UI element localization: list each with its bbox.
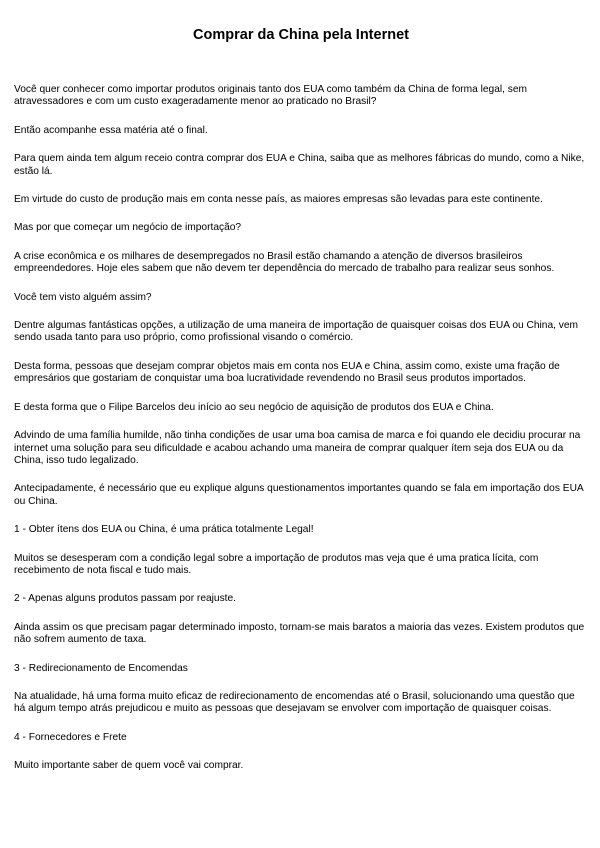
section-heading-legal: 1 - Obter ítens dos EUA ou China, é uma prática totalmente Legal! — [14, 524, 314, 536]
paragraph-humble-family: Advindo de uma família humilde, não tinha condições de usar uma boa camisa de marca e foi quando ele decidiu procurar na internet uma solução para seu dificuldade e acabou achando uma maneira de comprar qualquer ítem seja dos EUA ou da China, isso tudo legalizado. — [14, 430, 581, 466]
paragraph-options: Dentre algumas fantásticas opções, a utilização de uma maneira de importação de quaisquer coisas dos EUA ou China, vem sendo usada tanto para uso próprio, como profissional visando o comércio. — [14, 320, 579, 344]
section-heading-tax-adjustment: 2 - Apenas alguns produtos passam por reajuste. — [14, 593, 236, 605]
document-title: Comprar da China pela Internet — [193, 27, 409, 43]
paragraph-important-questions: Antecipadamente, é necessário que eu explique alguns questionamentos importantes quando se fala em importação dos EUA ou China. — [14, 483, 584, 507]
paragraph-redirection: Na atualidade, há uma forma muito eficaz de redirecionamento de encomendas até o Brasil, solucionando uma questão que há algum tempo atrás prejudicou e muito as pessoas que desejavam se envolver com importação de quaisquer coisas. — [14, 690, 575, 715]
paragraph-taxes: Ainda assim os que precisam pagar determinado imposto, tornam-se mais baratos a maioria das vezes. Existem produtos que não sofrem aumento de taxa. — [14, 621, 585, 646]
paragraph-legal-condition: Muitos se desesperam com a condição legal sobre a importação de produtos mas veja que é uma pratica lícita, com recebimento de nota fiscal e tudo mais. — [14, 552, 539, 576]
section-heading-redirection: 3 - Redirecionamento de Encomendas — [14, 662, 188, 674]
document-body — [14, 84, 588, 773]
paragraph-seen-someone: Você tem visto alguém assim? — [14, 291, 152, 303]
paragraph-best-factories: Para quem ainda tem algum receio contra comprar dos EUA e China, saiba que as melhores fábricas do mundo, como a Nike, estão lá. — [14, 153, 585, 177]
section-heading-suppliers: 4 - Fornecedores e Frete — [14, 731, 127, 743]
paragraph-intro-question: Você quer conhecer como importar produtos originais tanto dos EUA como também da China de forma legal, sem atravessadores e com um custo exageradamente menor ao praticado no Brasil? — [14, 84, 528, 108]
paragraph-buyers-and-resellers: Desta forma, pessoas que desejam comprar objetos mais em conta nos EUA e China, assim como, existe uma fração de empresários que gostariam de conquistar uma boa lucratividade revendendo no Brasil seus produtos importados. — [14, 360, 560, 385]
paragraph-filipe-barcelos: E desta forma que o Filipe Barcelos deu início ao seu negócio de aquisição de produtos dos EUA e China. — [14, 401, 494, 413]
paragraph-economic-crisis: A crise econômica e os milhares de desempregados no Brasil estão chamando a atenção de diversos brasileiros empreendedores. Hoje eles sabem que não devem ter dependência do mercado de trabalho para realizar seus sonhos. — [14, 250, 555, 275]
paragraph-production-cost: Em virtude do custo de produção mais em conta nesse país, as maiores empresas são levadas para este continente. — [14, 194, 543, 206]
paragraph-know-supplier: Muito importante saber de quem você vai comprar. — [14, 760, 244, 772]
paragraph-follow-along: Então acompanhe essa matéria até o final. — [14, 124, 208, 136]
paragraph-why-import: Mas por que começar um negócio de importação? — [14, 222, 242, 234]
